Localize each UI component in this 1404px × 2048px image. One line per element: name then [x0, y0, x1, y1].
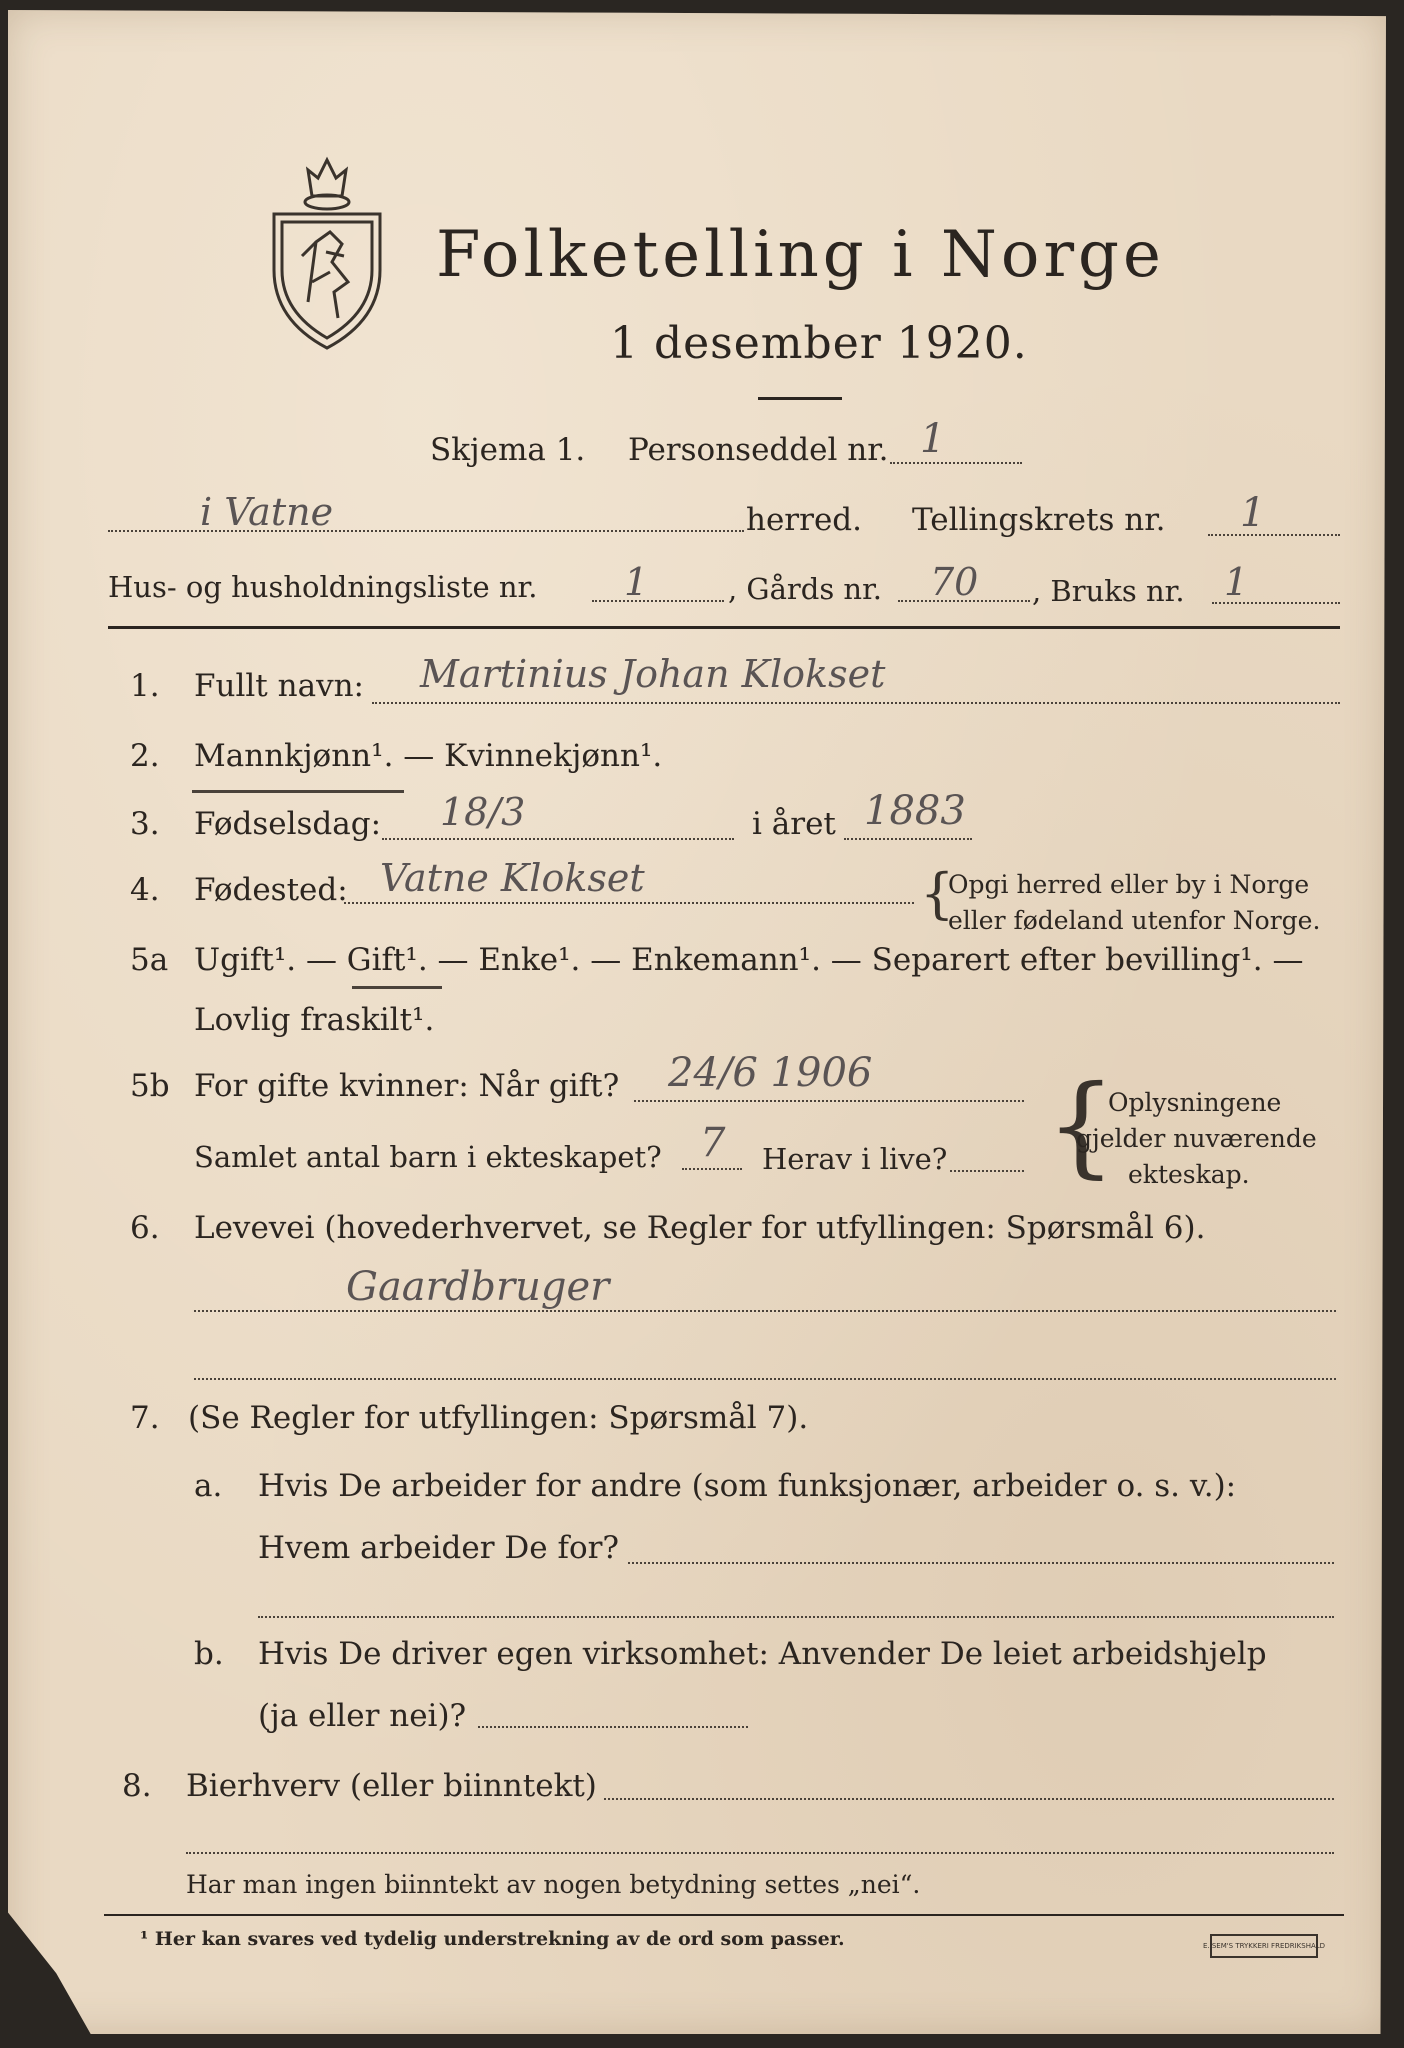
q5a-underline-mark — [352, 986, 442, 989]
q1-value: Martinius Johan Klokset — [420, 652, 886, 696]
q5b-note-line3: ekteskap. — [1128, 1160, 1250, 1189]
q2-number: 2. — [130, 738, 160, 774]
q4-number: 4. — [130, 872, 160, 908]
personseddel-field[interactable] — [890, 462, 1022, 464]
q5b-alive-label: Herav i live? — [762, 1142, 948, 1176]
coat-of-arms-icon — [268, 152, 386, 354]
q4-note-line1: Opgi herred eller by i Norge — [948, 870, 1310, 899]
gards-value: 70 — [930, 560, 979, 604]
q7a-number: a. — [194, 1468, 223, 1504]
q3-field[interactable] — [382, 838, 734, 840]
skjema-label: Skjema 1. — [430, 432, 586, 468]
printer-stamp-text: E. SEM'S TRYKKERI FREDRIKSHALD — [1202, 1942, 1326, 1950]
census-date: 1 desember 1920. — [610, 318, 1028, 369]
q4-note-line2: eller fødeland utenfor Norge. — [948, 906, 1321, 935]
q5a-label: Ugift¹. — Gift¹. — Enke¹. — Enkemann¹. — Separert efter bevilling¹. — — [194, 942, 1304, 978]
q5b-label: For gifte kvinner: Når gift? — [194, 1068, 620, 1104]
q1-field[interactable] — [372, 702, 1340, 704]
q5b-note-brace: { — [1046, 1061, 1116, 1189]
q7a-field-line2[interactable] — [258, 1616, 1334, 1618]
personseddel-value: 1 — [920, 416, 946, 462]
q5a-label-line2: Lovlig fraskilt¹. — [194, 1002, 435, 1038]
hus-field[interactable] — [592, 600, 724, 602]
title-divider — [758, 397, 842, 400]
q4-field[interactable] — [344, 902, 914, 904]
q2-label: Mannkjønn¹. — Kvinnekjønn¹. — [194, 738, 663, 774]
footnote-divider — [104, 1914, 1344, 1916]
q3-value: 18/3 — [440, 790, 526, 834]
q7-number: 7. — [130, 1400, 160, 1436]
q3-label: Fødselsdag: — [194, 806, 382, 842]
q7a-label: Hvis De arbeider for andre (som funksjonær, arbeider o. s. v.): — [258, 1468, 1237, 1504]
herred-label: herred. — [746, 502, 862, 538]
q6-number: 6. — [130, 1210, 160, 1246]
q7b-label-line2: (ja eller nei)? — [258, 1698, 467, 1734]
q8-number: 8. — [122, 1768, 152, 1804]
q8-field-line1[interactable] — [604, 1798, 1334, 1800]
q3-year-label: i året — [752, 806, 836, 842]
q4-label: Fødested: — [194, 872, 348, 908]
q7-label: (Se Regler for utfyllingen: Spørsmål 7). — [188, 1400, 809, 1436]
header-divider — [108, 626, 1340, 629]
q6-value: Gaardbruger — [346, 1264, 610, 1310]
form-title: Folketelling i Norge — [436, 218, 1165, 292]
q6-field-line2[interactable] — [194, 1378, 1336, 1380]
q5b-alive-field[interactable] — [950, 1170, 1024, 1172]
q6-field-line1[interactable] — [194, 1310, 1336, 1312]
gards-field[interactable] — [898, 600, 1030, 602]
q4-value: Vatne Klokset — [380, 856, 645, 900]
q1-number: 1. — [130, 668, 160, 704]
footnote: ¹ Her kan svares ved tydelig understrekning av de ord som passer. — [140, 1928, 845, 1950]
q5b-children-field[interactable] — [682, 1168, 742, 1170]
q4-note-brace: { — [920, 862, 955, 925]
bruks-field[interactable] — [1212, 602, 1340, 604]
q5b-number: 5b — [130, 1068, 170, 1104]
bruks-label: , Bruks nr. — [1032, 574, 1185, 608]
q7b-label: Hvis De driver egen virksomhet: Anvender De leiet arbeidshjelp — [258, 1636, 1267, 1672]
q8-field-line2[interactable] — [186, 1852, 1334, 1854]
q7b-field[interactable] — [478, 1726, 748, 1728]
q8-note: Har man ingen biinntekt av nogen betydning settes „nei“. — [186, 1870, 921, 1899]
q5a-number: 5a — [130, 942, 169, 978]
q6-label: Levevei (hovederhvervet, se Regler for utfyllingen: Spørsmål 6). — [194, 1210, 1206, 1246]
q8-label: Bierhverv (eller biinntekt) — [186, 1768, 597, 1804]
q5b-when-field[interactable] — [634, 1100, 1024, 1102]
q5b-note-line1: Oplysningene — [1108, 1088, 1282, 1117]
q7a-field-line1[interactable] — [628, 1562, 1334, 1564]
gards-label: , Gårds nr. — [728, 572, 882, 606]
herred-field[interactable] — [108, 530, 744, 532]
hus-label: Hus- og husholdningsliste nr. — [108, 570, 538, 604]
personseddel-label: Personseddel nr. — [628, 432, 889, 468]
tellingskrets-value: 1 — [1240, 490, 1266, 536]
q5b-value: 24/6 1906 — [668, 1050, 873, 1096]
tellingskrets-field[interactable] — [1208, 534, 1340, 536]
q5b-children-value: 7 — [700, 1120, 726, 1166]
q5b-note-line2: gjelder nuværende — [1076, 1124, 1317, 1153]
q5b-children-label: Samlet antal barn i ekteskapet? — [194, 1140, 662, 1174]
q2-underline-mark — [192, 790, 404, 793]
tellingskrets-label: Tellingskrets nr. — [912, 502, 1166, 538]
q1-label: Fullt navn: — [194, 668, 364, 704]
q3-year-field[interactable] — [844, 838, 972, 840]
bruks-value: 1 — [1224, 560, 1249, 604]
printer-stamp — [1202, 1934, 1326, 1958]
q3-number: 3. — [130, 806, 160, 842]
hus-value: 1 — [624, 560, 649, 604]
q7a-label-line2: Hvem arbeider De for? — [258, 1530, 620, 1566]
q7b-number: b. — [194, 1636, 224, 1672]
q3-year-value: 1883 — [864, 788, 966, 834]
herred-value: i Vatne — [200, 490, 334, 534]
